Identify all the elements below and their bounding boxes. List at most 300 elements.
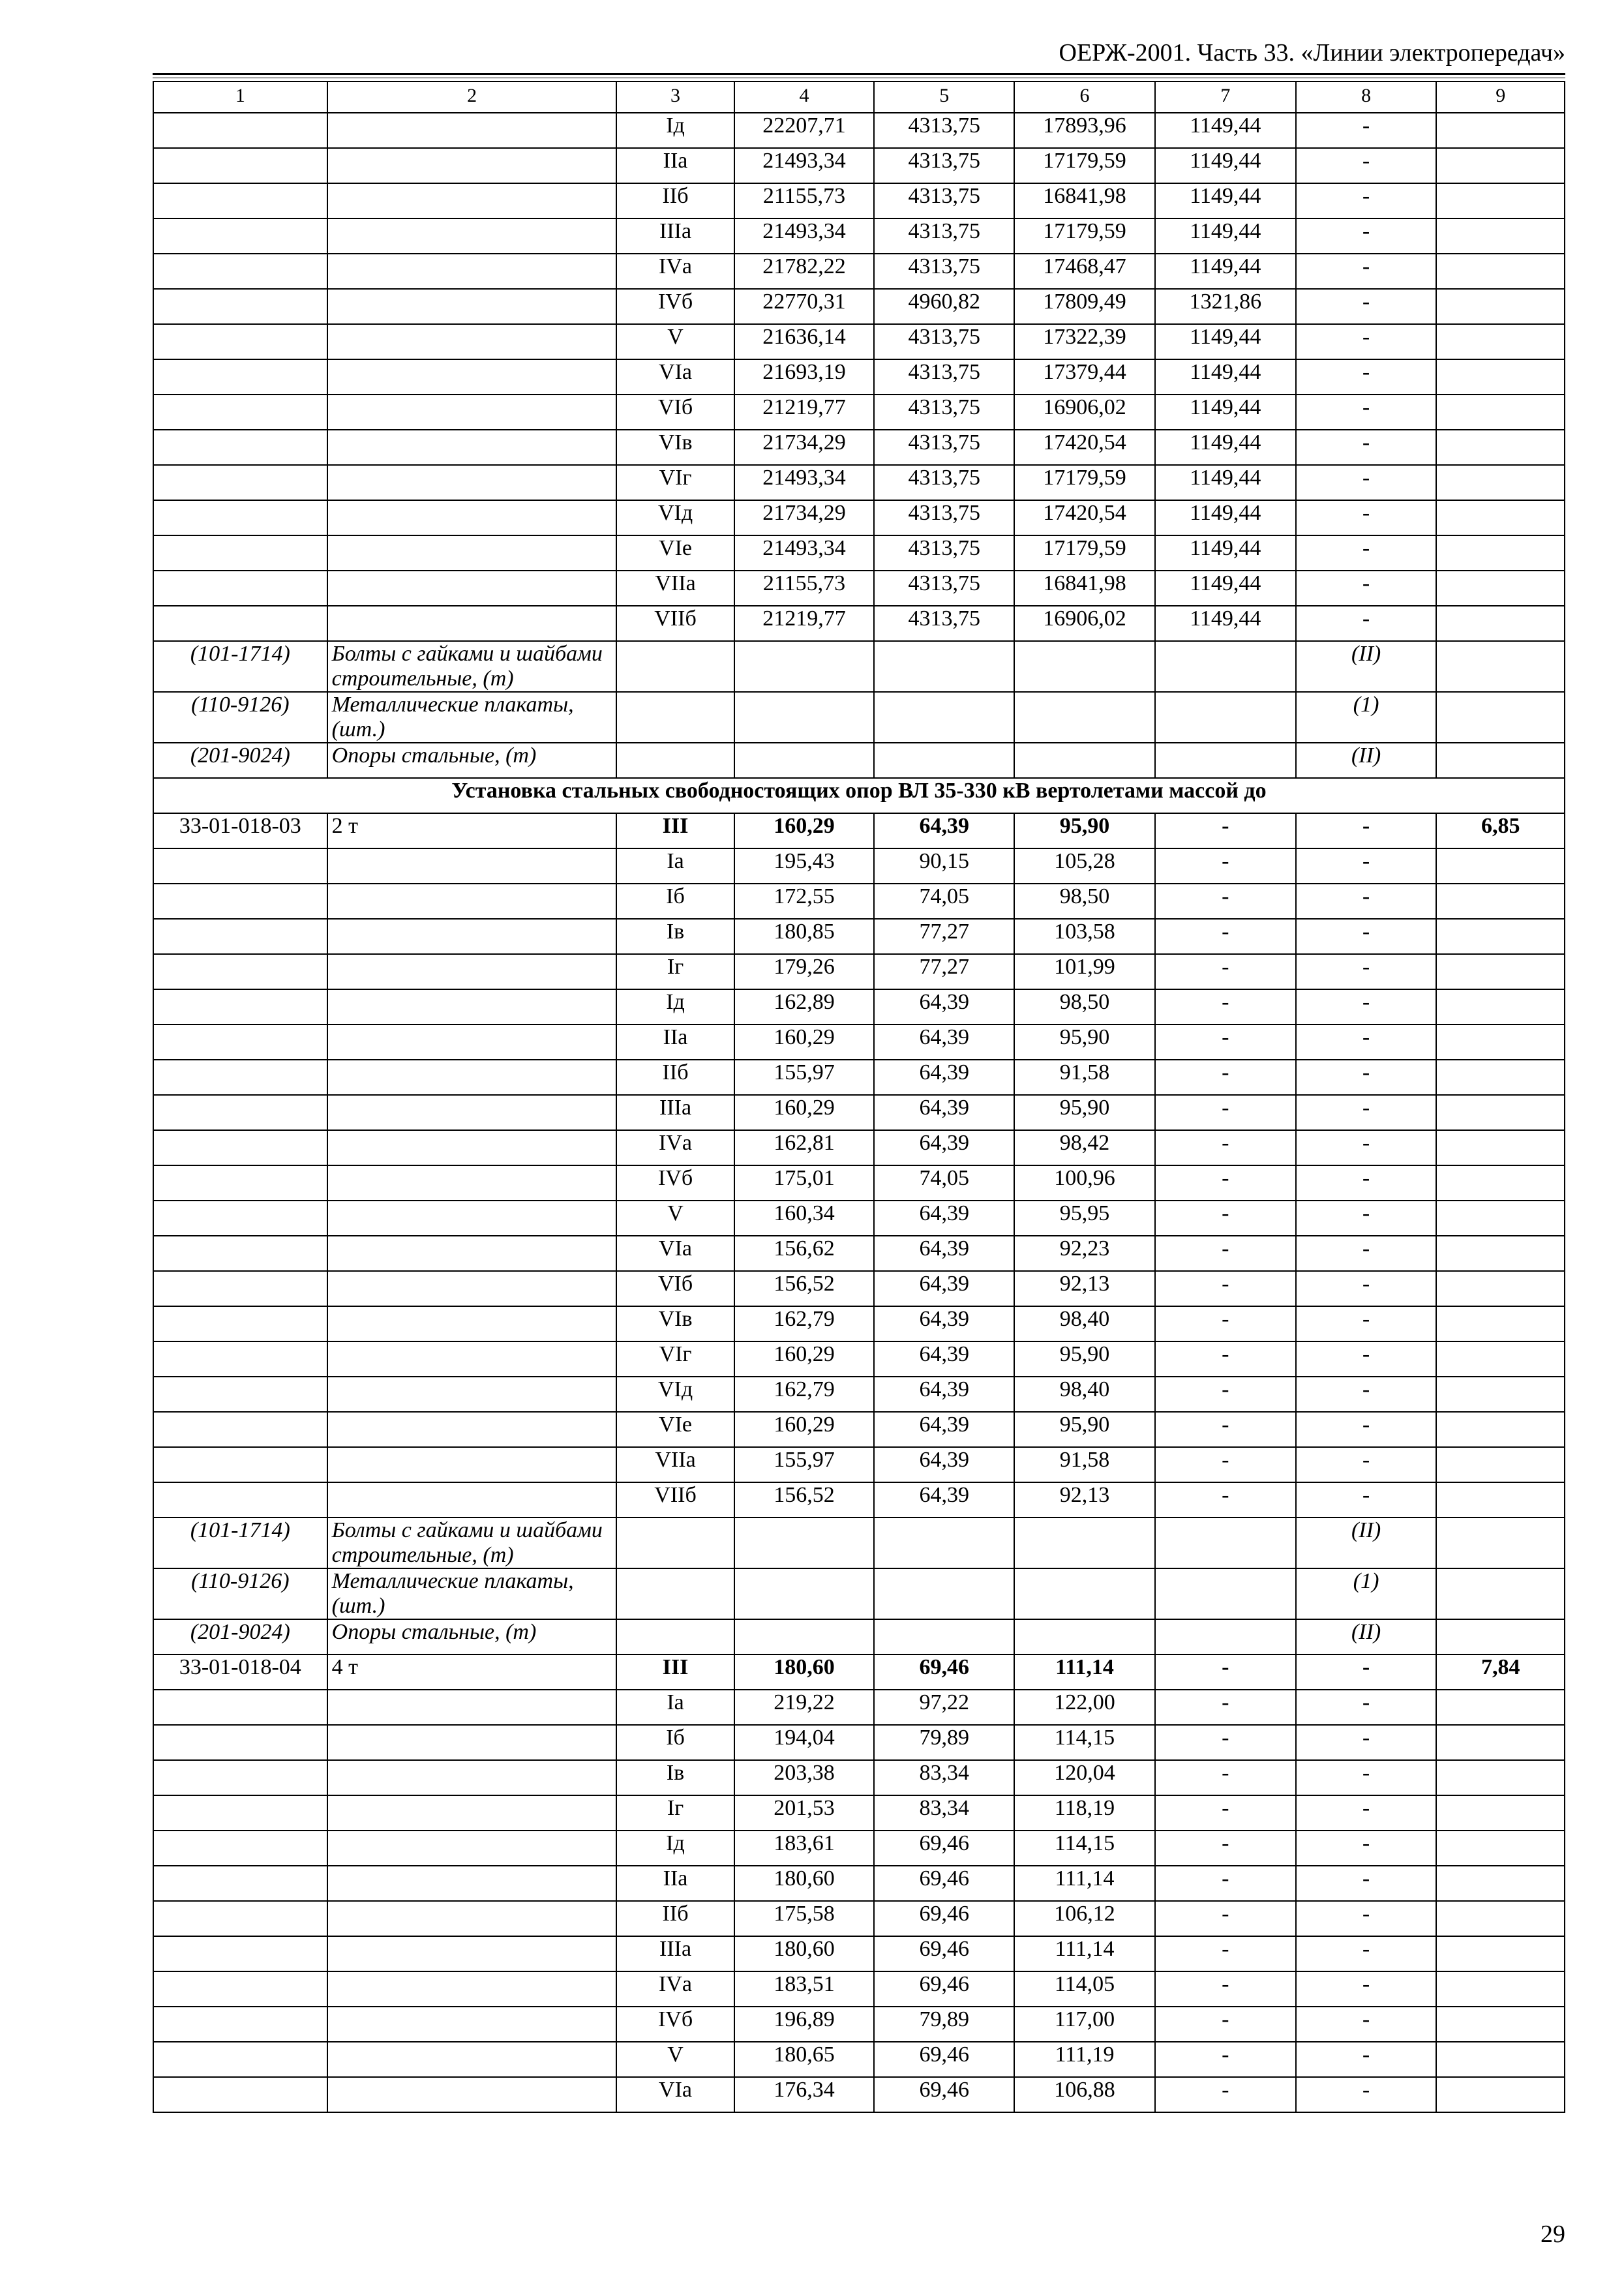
column-number-cell: 3 [616,82,734,113]
value-cell: 91,58 [1014,1447,1155,1482]
value-cell: 1149,44 [1155,254,1296,289]
value-cell: 4960,82 [874,289,1014,324]
value-cell: 91,58 [1014,1060,1155,1095]
value-cell: 16906,02 [1014,606,1155,641]
value-cell [1155,1518,1296,1568]
resource-value: (II) [1296,1518,1437,1568]
value-cell: - [1296,2042,1437,2077]
table-row [153,430,1565,465]
rate-name-cell [327,1341,617,1377]
rate-code-cell [153,884,327,919]
table-row [153,1201,1565,1236]
value-cell: 180,85 [734,919,875,954]
rate-code-cell [153,571,327,606]
total-cell [1436,1060,1565,1095]
value-cell: - [1296,1795,1437,1831]
value-cell: 1149,44 [1155,430,1296,465]
total-cell [1436,218,1565,254]
rate-name-cell [327,989,617,1025]
value-cell: 118,19 [1014,1795,1155,1831]
total-cell [1436,254,1565,289]
value-cell: - [1296,1482,1437,1518]
value-cell: 17179,59 [1014,465,1155,500]
total-cell [1436,1412,1565,1447]
column-number-cell: 2 [327,82,617,113]
value-cell: 21155,73 [734,571,875,606]
total-cell [1436,1866,1565,1901]
value-cell: VIIб [616,606,734,641]
value-cell: 95,90 [1014,1341,1155,1377]
value-cell: 1149,44 [1155,218,1296,254]
value-cell [616,1568,734,1619]
value-cell: 1149,44 [1155,113,1296,148]
value-cell: IIб [616,1901,734,1936]
value-cell: - [1296,430,1437,465]
table-row [153,1412,1565,1447]
total-cell [1436,430,1565,465]
value-cell [734,1619,875,1654]
rate-code-cell [153,1236,327,1271]
value-cell: 98,40 [1014,1306,1155,1341]
value-cell: - [1155,1795,1296,1831]
value-cell: 106,12 [1014,1901,1155,1936]
value-cell: - [1155,1236,1296,1271]
value-cell: 1149,44 [1155,465,1296,500]
value-cell: 1149,44 [1155,500,1296,535]
rate-code-cell [153,183,327,218]
total-cell: 7,84 [1436,1654,1565,1690]
value-cell: 98,50 [1014,989,1155,1025]
rate-code-cell [153,395,327,430]
value-cell: 4313,75 [874,254,1014,289]
table-row [153,2007,1565,2042]
rate-code-cell [153,1201,327,1236]
table-row [153,954,1565,989]
value-cell: 162,89 [734,989,875,1025]
rate-code-cell [153,465,327,500]
table-row [153,1060,1565,1095]
header-rule [153,73,1565,75]
resource-value: (II) [1296,743,1437,778]
value-cell: 98,40 [1014,1377,1155,1412]
value-cell: VIе [616,535,734,571]
total-cell [1436,500,1565,535]
value-cell: 1321,86 [1155,289,1296,324]
resource-code: (101-1714) [153,1518,327,1568]
value-cell: 21219,77 [734,395,875,430]
value-cell [734,641,875,692]
value-cell: 64,39 [874,1025,1014,1060]
value-cell: - [1296,218,1437,254]
value-cell: 69,46 [874,1936,1014,1971]
value-cell: - [1296,500,1437,535]
rate-name-cell [327,500,617,535]
value-cell: 4313,75 [874,465,1014,500]
rate-name-cell [327,218,617,254]
total-cell [1436,465,1565,500]
total-cell [1436,1971,1565,2007]
value-cell: - [1155,1654,1296,1690]
total-cell [1436,1271,1565,1306]
resource-code: (101-1714) [153,641,327,692]
value-cell: - [1155,1725,1296,1760]
column-number-cell: 9 [1436,82,1565,113]
value-cell: - [1155,919,1296,954]
value-cell: - [1296,813,1437,848]
value-cell [1014,692,1155,743]
table-row [153,1341,1565,1377]
value-cell: IVб [616,289,734,324]
value-cell: - [1155,1971,1296,2007]
value-cell [734,743,875,778]
total-cell [1436,1690,1565,1725]
value-cell: VIIб [616,1482,734,1518]
value-cell [874,692,1014,743]
section-title-row [153,778,1565,813]
value-cell: - [1155,1306,1296,1341]
rate-name-cell [327,1060,617,1095]
value-cell: - [1296,1095,1437,1130]
value-cell: 64,39 [874,1095,1014,1130]
value-cell: - [1296,1866,1437,1901]
value-cell [1014,1619,1155,1654]
value-cell: 1149,44 [1155,535,1296,571]
rate-code-cell [153,2007,327,2042]
value-cell: 1149,44 [1155,571,1296,606]
value-cell: - [1296,359,1437,395]
value-cell: 92,13 [1014,1482,1155,1518]
value-cell: - [1296,1901,1437,1936]
value-cell [616,641,734,692]
table-row [153,1025,1565,1060]
resource-code: (201-9024) [153,1619,327,1654]
total-cell [1436,1760,1565,1795]
value-cell: Iб [616,884,734,919]
value-cell: 180,60 [734,1654,875,1690]
value-cell: V [616,324,734,359]
value-cell: - [1155,1165,1296,1201]
value-cell [874,1568,1014,1619]
rate-name-cell [327,324,617,359]
value-cell: 17179,59 [1014,148,1155,183]
rate-code-cell [153,1971,327,2007]
value-cell: - [1296,1831,1437,1866]
value-cell: - [1296,1971,1437,2007]
total-cell [1436,989,1565,1025]
rate-code-cell [153,1795,327,1831]
value-cell: 64,39 [874,1236,1014,1271]
rate-code-cell [153,1866,327,1901]
rate-code-cell [153,1482,327,1518]
value-cell: - [1296,954,1437,989]
total-cell [1436,1568,1565,1619]
resource-value: (1) [1296,1568,1437,1619]
value-cell: IIIа [616,1936,734,1971]
value-cell: 64,39 [874,1271,1014,1306]
value-cell: 4313,75 [874,113,1014,148]
rate-name-cell [327,2007,617,2042]
total-cell [1436,1795,1565,1831]
value-cell: 1149,44 [1155,324,1296,359]
table-row [153,1795,1565,1831]
value-cell: 17420,54 [1014,430,1155,465]
value-cell: IVб [616,2007,734,2042]
table-row [153,1447,1565,1482]
value-cell: 22770,31 [734,289,875,324]
value-cell: Iд [616,1831,734,1866]
table-row [153,1725,1565,1760]
value-cell [1155,641,1296,692]
value-cell: 4313,75 [874,535,1014,571]
value-cell: - [1296,989,1437,1025]
value-cell: VIв [616,430,734,465]
table-row [153,324,1565,359]
value-cell: - [1155,1831,1296,1866]
value-cell [616,743,734,778]
value-cell: VIIа [616,1447,734,1482]
value-cell [1014,1518,1155,1568]
rate-name-cell [327,183,617,218]
rate-name-cell [327,1025,617,1060]
rate-name-cell [327,430,617,465]
value-cell: 64,39 [874,1060,1014,1095]
resource-name: Опоры стальные, (т) [327,1619,617,1654]
value-cell: 4313,75 [874,395,1014,430]
rate-name-cell [327,289,617,324]
table-row [153,848,1565,884]
table-row [153,395,1565,430]
rate-name-cell [327,1795,617,1831]
resource-row [153,641,1565,692]
table-row [153,148,1565,183]
value-cell: 64,39 [874,1306,1014,1341]
value-cell: 4313,75 [874,359,1014,395]
value-cell [616,1619,734,1654]
table-row [153,884,1565,919]
value-cell: - [1296,1447,1437,1482]
value-cell: 95,90 [1014,1412,1155,1447]
total-cell [1436,1377,1565,1412]
value-cell: VIIа [616,571,734,606]
rate-name-cell [327,254,617,289]
value-cell: 175,01 [734,1165,875,1201]
resource-code: (201-9024) [153,743,327,778]
value-cell: VIе [616,1412,734,1447]
value-cell: 21782,22 [734,254,875,289]
value-cell: 101,99 [1014,954,1155,989]
value-cell: 98,50 [1014,884,1155,919]
rate-code-cell [153,1690,327,1725]
value-cell: 1149,44 [1155,606,1296,641]
value-cell: IIа [616,1025,734,1060]
value-cell: 111,19 [1014,2042,1155,2077]
total-cell [1436,1130,1565,1165]
column-number-cell: 8 [1296,82,1437,113]
total-cell [1436,289,1565,324]
value-cell: 179,26 [734,954,875,989]
value-cell: 180,65 [734,2042,875,2077]
rate-name-cell: 2 т [327,813,617,848]
value-cell: 16841,98 [1014,571,1155,606]
value-cell: 160,29 [734,1412,875,1447]
value-cell: - [1296,1654,1437,1690]
table-row [153,1901,1565,1936]
rate-name-cell [327,359,617,395]
value-cell: 64,39 [874,1412,1014,1447]
total-cell [1436,1447,1565,1482]
value-cell: - [1155,2007,1296,2042]
value-cell: VIа [616,2077,734,2112]
value-cell: 17468,47 [1014,254,1155,289]
value-cell [874,743,1014,778]
table-row [153,1130,1565,1165]
value-cell: 69,46 [874,1654,1014,1690]
total-cell [1436,2007,1565,2042]
table-row [153,1271,1565,1306]
value-cell: 175,58 [734,1901,875,1936]
value-cell: 4313,75 [874,324,1014,359]
rate-name-cell [327,535,617,571]
value-cell: V [616,1201,734,1236]
total-cell [1436,606,1565,641]
value-cell: 97,22 [874,1690,1014,1725]
value-cell: 4313,75 [874,500,1014,535]
rate-name-cell [327,1725,617,1760]
value-cell: 203,38 [734,1760,875,1795]
value-cell: VIд [616,500,734,535]
rate-code-cell [153,989,327,1025]
value-cell: 64,39 [874,1447,1014,1482]
value-cell: - [1296,1377,1437,1412]
rate-name-cell [327,2077,617,2112]
value-cell: - [1296,1306,1437,1341]
value-cell: IIб [616,183,734,218]
value-cell: 172,55 [734,884,875,919]
value-cell: 120,04 [1014,1760,1155,1795]
value-cell: 114,15 [1014,1831,1155,1866]
column-number-cell: 7 [1155,82,1296,113]
total-cell [1436,2077,1565,2112]
table-row [153,989,1565,1025]
value-cell: - [1296,1760,1437,1795]
value-cell: 201,53 [734,1795,875,1831]
value-cell [1155,1568,1296,1619]
value-cell [1014,641,1155,692]
rate-code-cell [153,430,327,465]
total-cell [1436,1831,1565,1866]
table-row [153,183,1565,218]
value-cell: 95,95 [1014,1201,1155,1236]
value-cell: Iа [616,1690,734,1725]
value-cell: Iв [616,1760,734,1795]
value-cell: - [1155,1866,1296,1901]
rates-table [153,81,1565,2113]
value-cell: VIг [616,465,734,500]
value-cell: 1149,44 [1155,395,1296,430]
value-cell: IIа [616,1866,734,1901]
resource-name: Болты с гайками и шайбами строительные, (т) [327,641,617,692]
value-cell: 4313,75 [874,571,1014,606]
total-cell [1436,1236,1565,1271]
rate-code-cell: 33-01-018-04 [153,1654,327,1690]
rate-code-cell [153,113,327,148]
value-cell: - [1155,848,1296,884]
value-cell [734,1518,875,1568]
value-cell: III [616,813,734,848]
value-cell: 111,14 [1014,1866,1155,1901]
value-cell: - [1296,395,1437,430]
value-cell [1155,1619,1296,1654]
value-cell: IIIа [616,1095,734,1130]
value-cell: 21493,34 [734,148,875,183]
value-cell: 16906,02 [1014,395,1155,430]
value-cell: 21734,29 [734,500,875,535]
rate-name-cell [327,1447,617,1482]
rate-name-cell [327,1095,617,1130]
value-cell: 69,46 [874,2042,1014,2077]
value-cell: Iб [616,1725,734,1760]
value-cell: 111,14 [1014,1654,1155,1690]
value-cell: VIв [616,1306,734,1341]
value-cell: IIIа [616,218,734,254]
rate-code-cell [153,606,327,641]
value-cell: 21493,34 [734,535,875,571]
rate-code-cell [153,1130,327,1165]
value-cell: 117,00 [1014,2007,1155,2042]
resource-value: (II) [1296,1619,1437,1654]
value-cell: VIа [616,1236,734,1271]
value-cell: 160,29 [734,813,875,848]
total-cell [1436,743,1565,778]
value-cell: VIб [616,395,734,430]
value-cell: 69,46 [874,1971,1014,2007]
value-cell: 162,81 [734,1130,875,1165]
value-cell: 17179,59 [1014,535,1155,571]
total-cell [1436,1201,1565,1236]
value-cell: 103,58 [1014,919,1155,954]
value-cell: 69,46 [874,1831,1014,1866]
rate-code-cell [153,1025,327,1060]
resource-name: Металлические плакаты, (шт.) [327,692,617,743]
rate-name-cell [327,606,617,641]
value-cell: - [1155,1341,1296,1377]
rate-code-cell [153,254,327,289]
rate-name-cell [327,571,617,606]
table-row [153,1654,1565,1690]
value-cell: 106,88 [1014,2077,1155,2112]
value-cell: IIа [616,148,734,183]
total-cell [1436,359,1565,395]
value-cell: 95,90 [1014,1025,1155,1060]
total-cell [1436,1341,1565,1377]
total-cell [1436,692,1565,743]
section-title: Установка стальных свободностоящих опор ВЛ 35-330 кВ вертолетами массой до [153,778,1565,813]
rate-name-cell [327,1760,617,1795]
rate-name-cell [327,1165,617,1201]
rate-name-cell [327,1130,617,1165]
value-cell: 1149,44 [1155,359,1296,395]
value-cell: - [1296,1341,1437,1377]
rate-name-cell [327,1377,617,1412]
rate-name-cell [327,113,617,148]
value-cell: 17809,49 [1014,289,1155,324]
value-cell: 22207,71 [734,113,875,148]
value-cell: - [1155,884,1296,919]
rate-name-cell [327,848,617,884]
value-cell: - [1155,1690,1296,1725]
resource-row [153,743,1565,778]
value-cell: 180,60 [734,1866,875,1901]
